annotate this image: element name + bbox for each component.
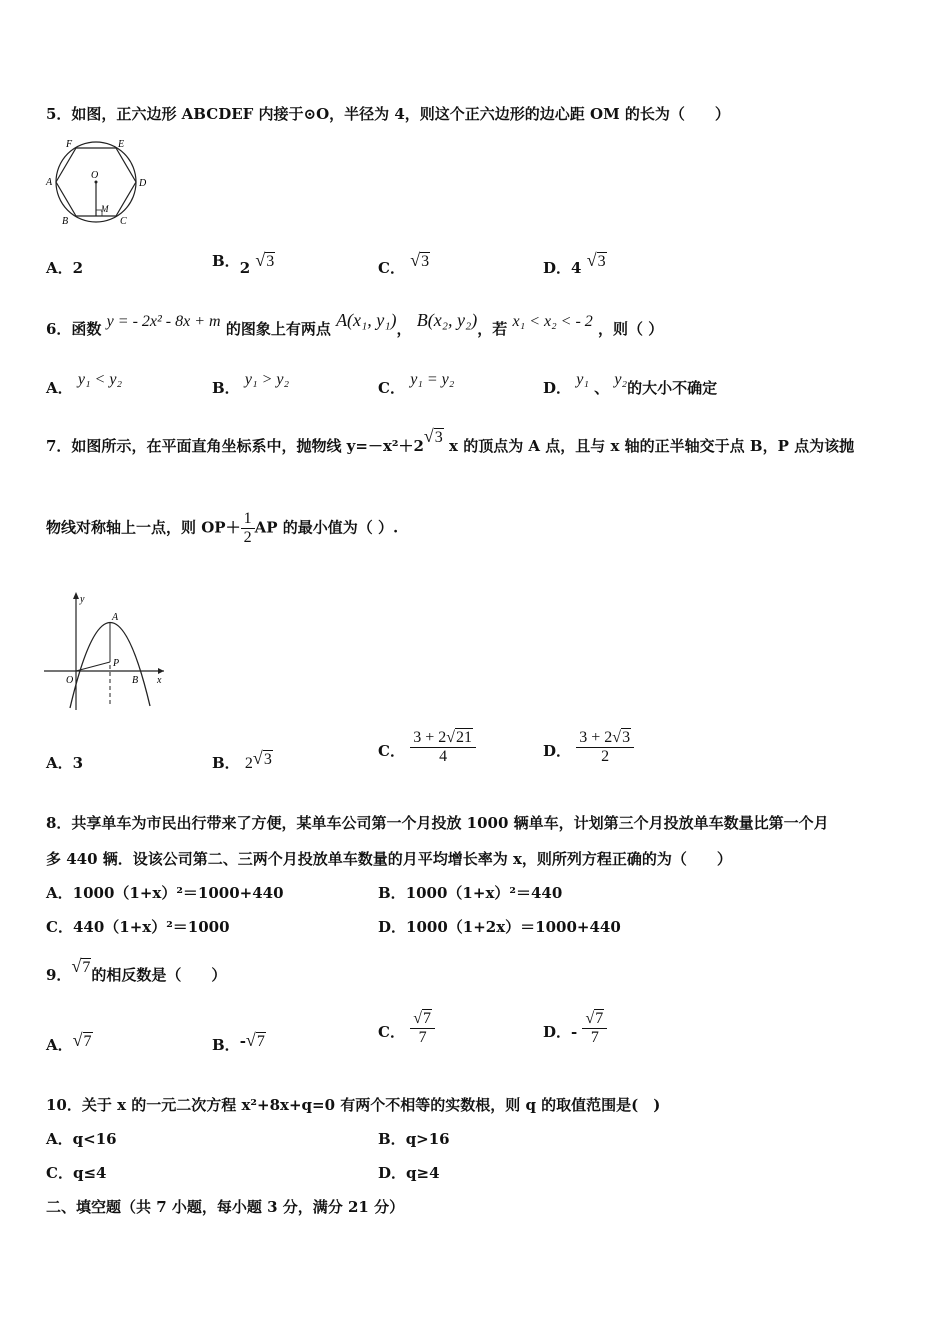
q10-stem: 10．关于 x 的一元二次方程 x²+8x+q=0 有两个不相等的实数根，则 q 的取值范围是( ): [46, 1096, 661, 1114]
q5-option-c: C． √3: [378, 250, 430, 277]
q7-line2: 物线对称轴上一点，则 OP＋ $\frac{1}{2}$ AP 的最小值为（ ）.: [46, 510, 399, 546]
q7-label-o: O: [66, 675, 74, 686]
q5-label-c: C: [120, 216, 127, 227]
q10-option-b: B．q>16: [378, 1130, 450, 1148]
q9-option-a: A．√7: [46, 1030, 92, 1054]
q9-option-b: B．-√7: [212, 1030, 265, 1054]
q8-line2: 多 440 辆．设该公司第二、三两个月投放单车数量的月平均增长率为 x，则所列方程正确的为（ ）: [46, 850, 732, 868]
q6-stem: 6．函数 y = - 2x² - 8x + m 的图象上有两点 A(x₁, y₁)， B(x₂, y₂)，若 x₁ < x₂ < - 2 ，则（ ）: [46, 310, 664, 338]
q5-label-m: M: [101, 204, 109, 214]
q5-label-f: F: [66, 139, 73, 150]
q7-label-b: B: [132, 675, 139, 686]
q5-label-a: A: [46, 177, 53, 188]
q6-option-a: A． y₁ < y₂: [46, 371, 122, 397]
q7-parabola-figure: [40, 588, 170, 713]
q7-label-y: y: [80, 594, 85, 605]
q5-option-d: D．4 √3: [543, 250, 606, 277]
q9-stem: 9．√7的相反数是（ ）: [46, 956, 227, 984]
q7-label-p: P: [113, 658, 120, 669]
q8-line1: 8．共享单车为市民出行带来了方便，某单车公司第一个月投放 1000 辆单车，计划第三个月投放单车数量比第一个月: [46, 814, 829, 832]
q10-option-d: D．q≥4: [378, 1164, 440, 1182]
q7-option-d: D． $\frac{3 + 2√3}{2}$: [543, 729, 634, 766]
q10-option-c: C．q≤4: [46, 1164, 107, 1182]
q5-label-d: D: [139, 178, 147, 189]
q5-stem: 5．如图，正六边形 ABCDEF 内接于⊙O，半径为 4，则这个正六边形的边心距 OM 的长为（ ）: [46, 105, 730, 123]
q5-hexagon-figure: [44, 136, 154, 228]
q5-label-b: B: [62, 216, 69, 227]
q7-label-x: x: [157, 675, 162, 686]
q7-option-c: C． $\frac{3 + 2√21}{4}$: [378, 729, 476, 766]
q6-option-c: C． y₁ = y₂: [378, 371, 455, 397]
q5-label-o: O: [91, 170, 99, 181]
q7-option-a: A．3: [46, 754, 84, 772]
q8-option-a: A．1000（1+x）²＝1000+440: [46, 884, 284, 902]
q7-option-b: B． 2√3: [212, 748, 272, 772]
q10-option-a: A．q<16: [46, 1130, 117, 1148]
q8-option-d: D．1000（1+2x）＝1000+440: [378, 918, 621, 936]
q8-option-b: B．1000（1+x）²＝440: [378, 884, 563, 902]
q5-option-a: A．2: [46, 259, 84, 277]
q5-option-b: B．2 √3: [212, 250, 275, 277]
q6-option-b: B． y₁ > y₂: [212, 371, 290, 397]
q7-line1: 7．如图所示，在平面直角坐标系中，抛物线 y=－x²＋2√3 x 的顶点为 A 点，且与 x 轴的正半轴交于点 B，P 点为该抛: [46, 426, 855, 455]
section-2-heading: 二、填空题（共 7 小题，每小题 3 分，满分 21 分）: [46, 1198, 405, 1216]
q5-label-e: E: [118, 139, 125, 150]
q9-option-d: D．- $\frac{√7}{7}$: [543, 1010, 607, 1047]
q9-option-c: C． $\frac{√7}{7}$: [378, 1010, 435, 1047]
q8-option-c: C．440（1+x）²＝1000: [46, 918, 230, 936]
q6-option-d: D． y₁ 、 y₂的大小不确定: [543, 371, 718, 397]
q7-label-a: A: [112, 612, 119, 623]
